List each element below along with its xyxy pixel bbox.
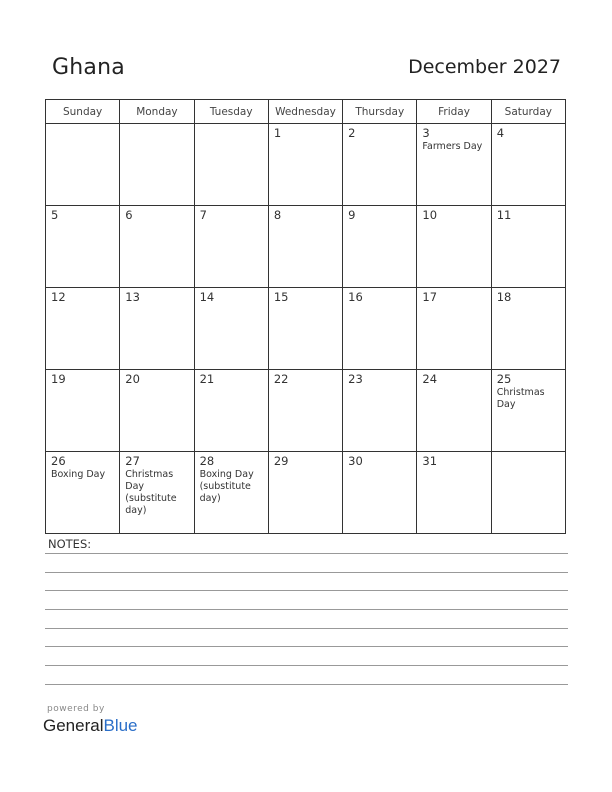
notes-label: NOTES: bbox=[48, 537, 92, 551]
weekday-thursday: Thursday bbox=[343, 100, 417, 124]
note-line bbox=[45, 628, 568, 629]
day-number: 17 bbox=[422, 290, 438, 304]
week-row bbox=[46, 370, 566, 452]
brand-blue-text: Blue bbox=[103, 716, 138, 735]
week-row bbox=[46, 288, 566, 370]
weekday-friday: Friday bbox=[417, 100, 491, 124]
day-number: 2 bbox=[348, 126, 356, 140]
day-cell bbox=[194, 370, 268, 452]
day-cell bbox=[417, 452, 491, 534]
day-cell bbox=[343, 288, 417, 370]
day-number: 31 bbox=[422, 454, 438, 468]
day-cell bbox=[417, 288, 491, 370]
day-number: 8 bbox=[273, 208, 282, 222]
weekday-monday: Monday bbox=[120, 100, 194, 124]
generalblue-logo[interactable] bbox=[43, 716, 138, 736]
holiday-label: Boxing Day bbox=[51, 469, 106, 480]
day-number: 22 bbox=[273, 372, 289, 386]
note-line bbox=[45, 609, 568, 610]
day-cell bbox=[491, 370, 565, 452]
day-cell bbox=[417, 206, 491, 288]
day-cell bbox=[46, 124, 120, 206]
day-number: 11 bbox=[496, 208, 512, 222]
note-line bbox=[45, 572, 568, 573]
day-number: 5 bbox=[51, 208, 59, 222]
day-number: 3 bbox=[422, 126, 430, 140]
day-cell bbox=[268, 288, 342, 370]
day-cell bbox=[46, 370, 120, 452]
day-number: 12 bbox=[51, 290, 66, 304]
day-cell bbox=[120, 206, 194, 288]
day-cell bbox=[343, 124, 417, 206]
note-line bbox=[45, 553, 568, 554]
day-cell bbox=[417, 124, 491, 206]
day-number: 23 bbox=[348, 372, 363, 386]
day-cell bbox=[268, 206, 342, 288]
day-number: 27 bbox=[125, 454, 140, 468]
week-row bbox=[46, 206, 566, 288]
country-title: Ghana bbox=[52, 55, 125, 80]
week-row bbox=[46, 452, 566, 534]
day-cell bbox=[417, 370, 491, 452]
month-title: December 2027 bbox=[408, 56, 561, 78]
day-number: 1 bbox=[273, 126, 282, 140]
day-cell bbox=[46, 288, 120, 370]
day-number: 25 bbox=[496, 372, 512, 386]
day-cell bbox=[491, 124, 565, 206]
holiday-label: Christmas Day (substitute day) bbox=[125, 469, 177, 516]
day-number: 18 bbox=[496, 290, 512, 304]
powered-by-text: powered by bbox=[47, 704, 105, 714]
calendar-grid bbox=[45, 99, 566, 534]
holiday-label: Farmers Day bbox=[422, 141, 483, 152]
day-cell bbox=[46, 206, 120, 288]
day-cell bbox=[343, 452, 417, 534]
day-number: 26 bbox=[51, 454, 66, 468]
day-cell bbox=[120, 370, 194, 452]
week-row bbox=[46, 124, 566, 206]
day-number: 19 bbox=[51, 372, 66, 386]
day-number: 6 bbox=[125, 208, 133, 222]
note-line bbox=[45, 684, 568, 685]
day-cell bbox=[194, 452, 268, 534]
weekday-tuesday: Tuesday bbox=[194, 100, 268, 124]
day-cell bbox=[194, 288, 268, 370]
note-line bbox=[45, 646, 568, 647]
day-number: 24 bbox=[422, 372, 438, 386]
weekday-sunday: Sunday bbox=[46, 100, 120, 124]
day-cell bbox=[194, 124, 268, 206]
day-cell bbox=[268, 452, 342, 534]
day-number: 16 bbox=[348, 290, 363, 304]
day-number: 7 bbox=[199, 208, 207, 222]
weekday-saturday: Saturday bbox=[491, 100, 565, 124]
note-line bbox=[45, 590, 568, 591]
day-cell bbox=[491, 206, 565, 288]
day-cell bbox=[268, 370, 342, 452]
day-number: 13 bbox=[125, 290, 140, 304]
day-cell bbox=[46, 452, 120, 534]
day-cell bbox=[343, 206, 417, 288]
holiday-label: Christmas Day bbox=[496, 387, 545, 410]
day-number: 21 bbox=[199, 372, 215, 386]
day-number: 9 bbox=[348, 208, 356, 222]
day-number: 30 bbox=[348, 454, 363, 468]
holiday-label: Boxing Day (substitute day) bbox=[199, 469, 254, 504]
day-number: 4 bbox=[496, 126, 505, 140]
day-cell bbox=[120, 288, 194, 370]
note-line bbox=[45, 665, 568, 666]
day-cell bbox=[491, 288, 565, 370]
weekday-wednesday: Wednesday bbox=[268, 100, 342, 124]
day-cell bbox=[120, 124, 194, 206]
day-cell bbox=[120, 452, 194, 534]
day-number: 10 bbox=[422, 208, 438, 222]
day-cell bbox=[491, 452, 565, 534]
day-number: 29 bbox=[273, 454, 289, 468]
day-number: 15 bbox=[273, 290, 289, 304]
day-cell bbox=[194, 206, 268, 288]
weekday-header-row bbox=[46, 100, 566, 124]
day-number: 14 bbox=[199, 290, 215, 304]
brand-general-text: General bbox=[43, 716, 104, 735]
day-cell bbox=[343, 370, 417, 452]
day-number: 20 bbox=[125, 372, 140, 386]
day-number: 28 bbox=[199, 454, 215, 468]
day-cell bbox=[268, 124, 342, 206]
